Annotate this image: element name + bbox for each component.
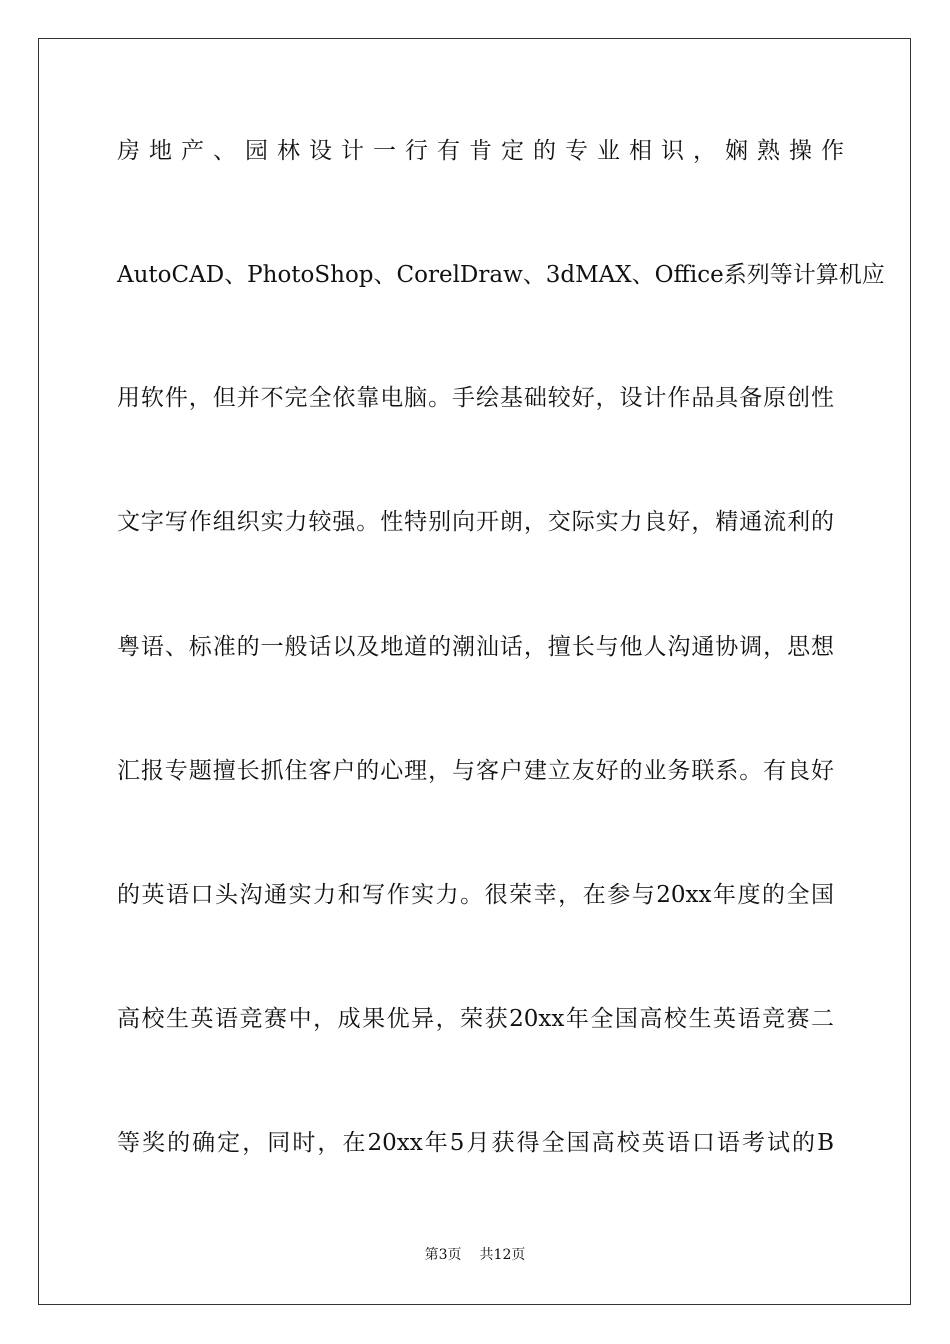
body-text-line: 房地产、园林设计一行有肯定的专业相识，娴熟操作 [117,138,853,164]
body-text-line: AutoCAD、PhotoShop、CorelDraw、3dMAX、Office系列等计算机应 [117,262,885,288]
page-border [38,38,911,1305]
body-text-line: 用软件，但并不完全依靠电脑。手绘基础较好，设计作品具备原创性 [117,385,834,411]
page-number: 第3页 [424,1247,462,1263]
body-text-line: 高校生英语竞赛中，成果优异，荣获20xx年全国高校生英语竞赛二 [117,1006,834,1032]
body-text-line: 粤语、标准的一般话以及地道的潮汕话，擅长与他人沟通协调，思想 [117,634,834,660]
page-footer [0,1245,950,1265]
body-text-line: 的英语口头沟通实力和写作实力。很荣幸，在参与20xx年度的全国 [117,882,834,908]
body-text-line: 文字写作组织实力较强。性特别向开朗，交际实力良好，精通流利的 [117,509,834,535]
body-text-line: 汇报专题擅长抓住客户的心理，与客户建立友好的业务联系。有良好 [117,758,834,784]
body-text-line: 等奖的确定，同时，在20xx年5月获得全国高校英语口语考试的B [117,1130,834,1156]
page-total: 共12页 [479,1247,526,1263]
